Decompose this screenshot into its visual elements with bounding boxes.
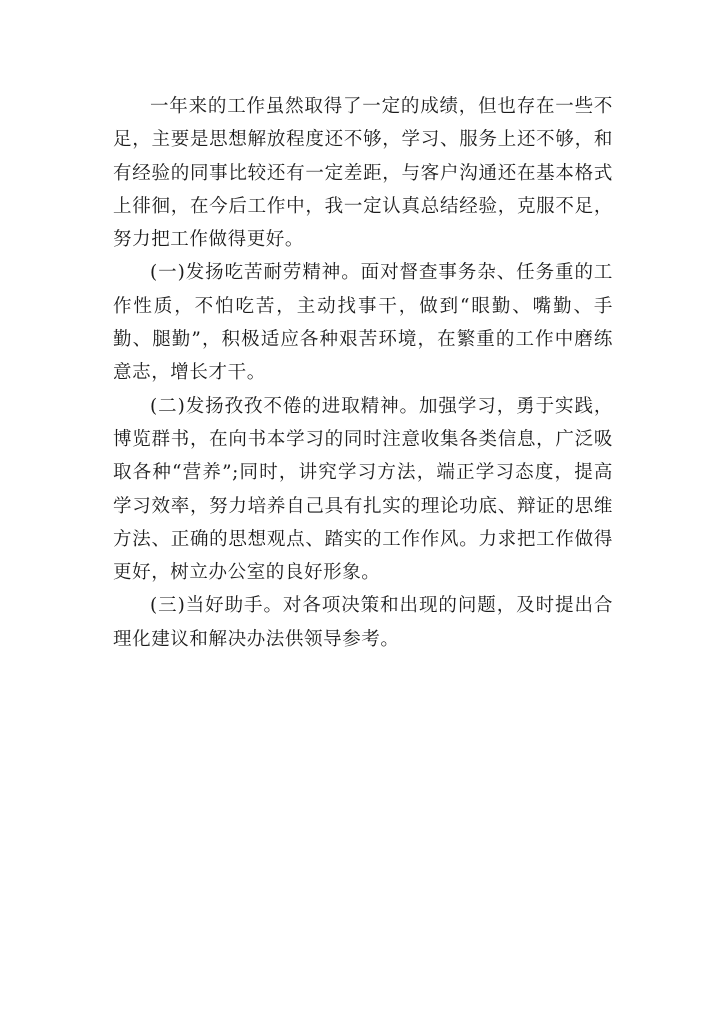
paragraph-point-three: (三)当好助手。对各项决策和出现的问题，及时提出合理化建议和解决办法供领导参考。 — [113, 595, 613, 650]
paragraph-point-two: (二)发扬孜孜不倦的进取精神。加强学习，勇于实践，博览群书，在向书本学习的同时注意收集各类信息，广泛吸取各种“营养”;同时，讲究学习方法，端正学习态度，提高学习效率，努力培养自己具有扎实的理论功底、辩证的思维方法、正确的思想观点、踏实的工作作风。力求把工作做得更好，树立办公室的良好形象。 — [113, 395, 613, 584]
document-body — [113, 90, 613, 656]
paragraph-point-one: (一)发扬吃苦耐劳精神。面对督查事务杂、任务重的工作性质，不怕吃苦，主动找事干，做到“眼勤、嘴勤、手勤、腿勤”，积极适应各种艰苦环境，在繁重的工作中磨练意志，增长才干。 — [113, 262, 613, 384]
paragraph-summary: 一年来的工作虽然取得了一定的成绩，但也存在一些不足，主要是思想解放程度还不够，学习、服务上还不够，和有经验的同事比较还有一定差距，与客户沟通还在基本格式上徘徊，在今后工作中，我一定认真总结经验，克服不足，努力把工作做得更好。 — [113, 96, 613, 251]
